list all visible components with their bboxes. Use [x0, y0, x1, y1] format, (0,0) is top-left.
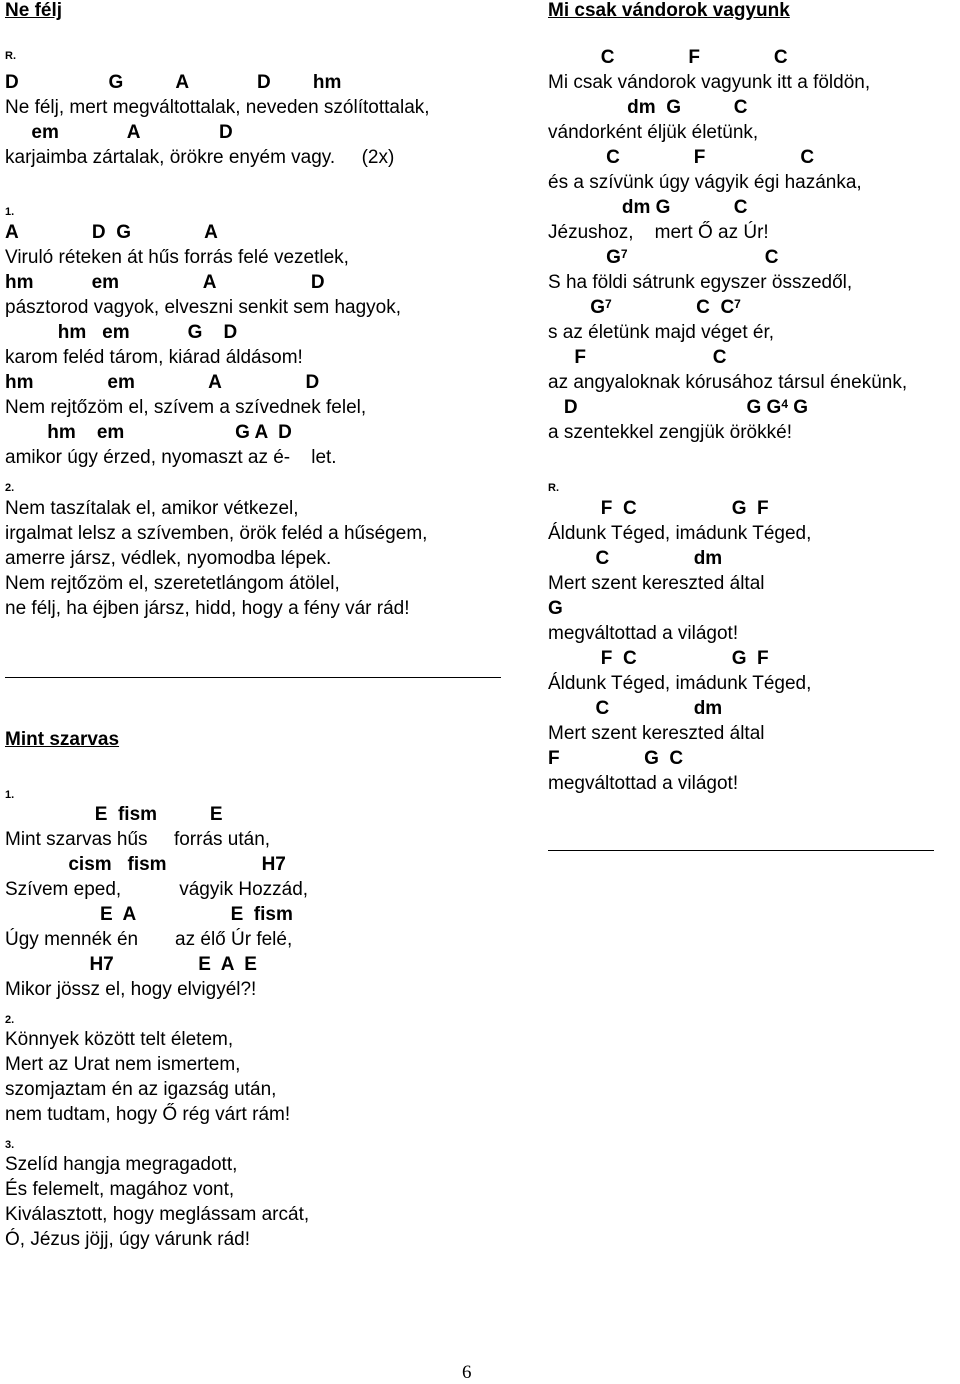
section-divider — [5, 677, 501, 678]
chord-superscript: 7 — [605, 297, 612, 311]
lyric-line: Ne félj, mert megváltottalak, neveden szólítottalak, — [5, 97, 430, 118]
lyric-line: szomjaztam én az igazság után, — [5, 1079, 277, 1100]
refrain-marker: R. — [548, 482, 559, 494]
chord-line: F C — [548, 347, 727, 368]
refrain-marker: R. — [5, 50, 16, 62]
chord-line: hm em A D — [5, 272, 325, 293]
chord-superscript: 7 — [620, 247, 628, 261]
lyric-line: vándorként éljük életünk, — [548, 122, 759, 143]
chord-line: em A D — [5, 122, 233, 143]
lyric-line: S ha földi sátrunk egyszer összedől, — [548, 272, 853, 293]
verse-marker: 2. — [5, 482, 15, 494]
chord-line: dm G C — [548, 97, 748, 118]
lyric-line: Úgy mennék én az élő Úr felé, — [5, 929, 293, 950]
song-title-mi-csak-vandorok: Mi csak vándorok vagyunk — [548, 0, 790, 21]
chord-text: D G G — [548, 397, 782, 418]
lyric-line: Könnyek között telt életem, — [5, 1029, 234, 1050]
lyric-line: nem tudtam, hogy Ő rég várt rám! — [5, 1104, 291, 1125]
lyric-line: Áldunk Téged, imádunk Téged, — [548, 673, 812, 694]
chord-line: C F C — [548, 47, 788, 68]
chord-line: E A E fism — [5, 904, 293, 925]
chord-text: G — [548, 247, 621, 268]
song-title-mint-szarvas: Mint szarvas — [5, 729, 120, 750]
lyric-line: amikor úgy érzed, nyomaszt az é- let. — [5, 447, 337, 468]
lyric-line: Nem rejtőzöm el, szívem a szívednek felel, — [5, 397, 367, 418]
lyric-line: és a szívünk úgy vágyik égi hazánka, — [548, 172, 862, 193]
lyric-line: a szentekkel zengjük örökké! — [548, 422, 792, 443]
chord-line: C dm — [548, 698, 723, 719]
verse-marker: 1. — [5, 206, 15, 218]
lyric-line: Szelíd hangja megragadott, — [5, 1154, 238, 1175]
chord-line: hm em A D — [5, 372, 320, 393]
chord-line — [548, 397, 808, 419]
lyric-line: Áldunk Téged, imádunk Téged, — [548, 523, 812, 544]
section-divider — [548, 850, 934, 851]
lyric-line: Mert szent kereszted által — [548, 723, 765, 744]
chord-line: F C G F — [548, 648, 769, 669]
chord-line: C dm — [548, 548, 723, 569]
chord-line: C F C — [548, 147, 815, 168]
chord-line — [548, 297, 741, 319]
chord-line: A D G A — [5, 222, 218, 243]
page-number: 6 — [462, 1362, 472, 1383]
chord-line — [548, 247, 779, 269]
lyric-line: Mikor jössz el, hogy elvigyél?! — [5, 979, 257, 1000]
lyric-line: irgalmat lelsz a szívemben, örök feléd a hűségem, — [5, 523, 428, 544]
lyric-line: Ó, Jézus jöjj, úgy várunk rád! — [5, 1229, 250, 1250]
chord-line: E fism E — [5, 804, 223, 825]
lyric-line: amerre jársz, védlek, nyomodba lépek. — [5, 548, 332, 569]
chord-line: hm em G D — [5, 322, 238, 343]
chord-text: C C — [611, 297, 735, 318]
lyric-line: megváltottad a világot! — [548, 773, 739, 794]
chord-line: dm G C — [548, 197, 748, 218]
lyric-line: Kiválasztott, hogy meglássam arcát, — [5, 1204, 310, 1225]
lyric-line: az angyaloknak kórusához társul énekünk, — [548, 372, 908, 393]
lyric-line: Mint szarvas hűs forrás után, — [5, 829, 271, 850]
lyric-line: Viruló réteken át hűs forrás felé vezetlek, — [5, 247, 349, 268]
lyric-line: Mert szent kereszted által — [548, 573, 765, 594]
lyric-line: És felemelt, magához vont, — [5, 1179, 235, 1200]
lyric-line: Szívem eped, vágyik Hozzád, — [5, 879, 309, 900]
lyric-line: Nem taszítalak el, amikor vétkezel, — [5, 498, 299, 519]
lyric-line: ne félj, ha éjben jársz, hidd, hogy a fény vár rád! — [5, 598, 410, 619]
chord-superscript: 4 — [781, 397, 789, 411]
chord-line: hm em G A D — [5, 422, 292, 443]
lyric-line: karjaimba zártalak, örökre enyém vagy. (2x) — [5, 147, 395, 168]
chord-text: G — [788, 397, 809, 418]
chord-line: F C G F — [548, 498, 769, 519]
chord-text: C — [627, 247, 779, 268]
verse-marker: 1. — [5, 789, 15, 801]
lyric-line: pásztorod vagyok, elveszni senkit sem hagyok, — [5, 297, 402, 318]
chord-line: G — [548, 598, 563, 619]
chord-line: cism fism H7 — [5, 854, 286, 875]
lyric-line: Mi csak vándorok vagyunk itt a földön, — [548, 72, 871, 93]
lyric-line: s az életünk majd véget ér, — [548, 322, 775, 343]
verse-marker: 3. — [5, 1139, 15, 1151]
chord-line: F G C — [548, 748, 684, 769]
lyric-line: Jézushoz, mert Ő az Úr! — [548, 222, 769, 243]
lyric-line: Nem rejtőzöm el, szeretetlángom átölel, — [5, 573, 340, 594]
lyric-line: karom feléd tárom, kiárad áldásom! — [5, 347, 303, 368]
verse-marker: 2. — [5, 1014, 15, 1026]
chord-superscript: 7 — [734, 297, 741, 311]
lyric-line: megváltottad a világot! — [548, 623, 739, 644]
song-title-ne-felj: Ne félj — [5, 0, 63, 21]
chord-line: D G A D hm — [5, 72, 342, 93]
chord-line: H7 E A E — [5, 954, 257, 975]
lyric-line: Mert az Urat nem ismertem, — [5, 1054, 241, 1075]
chord-text: G — [548, 297, 606, 318]
